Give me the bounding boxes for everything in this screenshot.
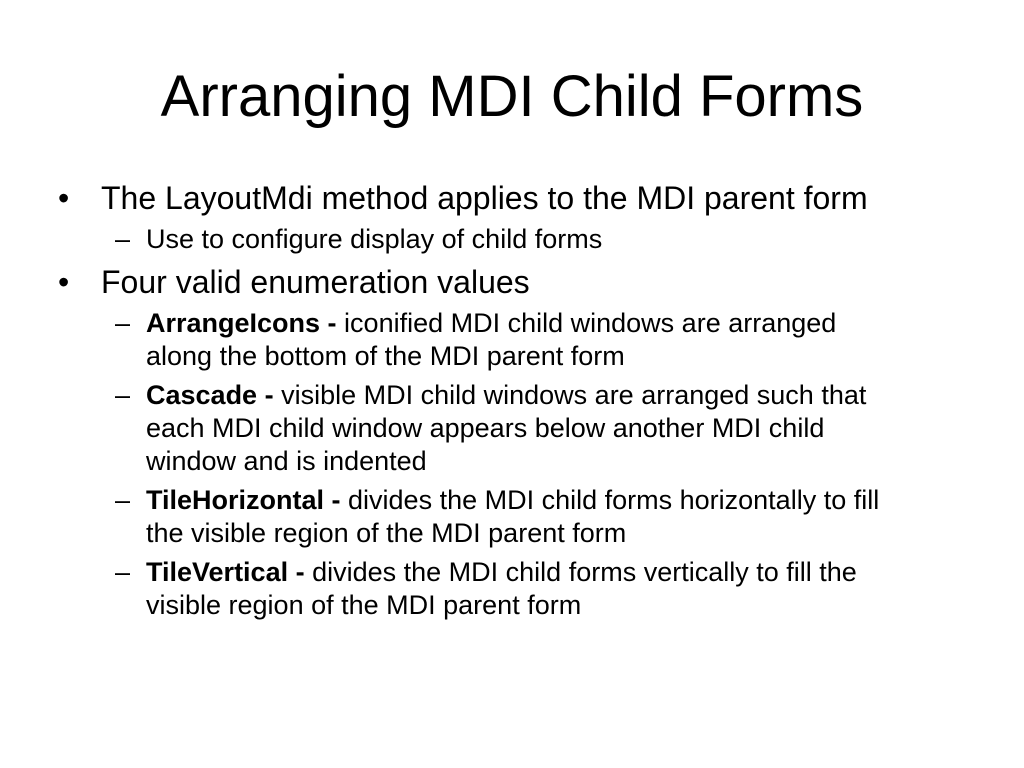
sub-bullet-cascade — [115, 379, 888, 478]
bullet-icon: • — [58, 180, 70, 216]
dash-icon: – — [115, 485, 131, 515]
enum-term: TileHorizontal - — [146, 485, 341, 515]
enum-term: Cascade - — [146, 380, 274, 410]
slide-content — [58, 180, 958, 628]
enum-term: ArrangeIcons - — [146, 308, 337, 338]
enum-description: visible MDI child windows are arranged such that each MDI child window appears below another MDI child window and is indented — [146, 380, 867, 476]
enum-term: TileVertical - — [146, 557, 305, 587]
bullet-text: The LayoutMdi method applies to the MDI parent form — [101, 180, 868, 216]
sub-bullet-configure-display — [115, 223, 888, 256]
bullet-text: Four valid enumeration values — [101, 264, 530, 300]
bullet-icon: • — [58, 264, 70, 300]
enum-description: divides the MDI child forms horizontally to fill the visible region of the MDI parent form — [146, 485, 880, 548]
dash-icon: – — [115, 224, 131, 254]
enum-description: iconified MDI child windows are arranged along the bottom of the MDI parent form — [146, 308, 837, 371]
sub-bullet-tilehorizontal — [115, 484, 888, 550]
bullet-enumeration-values — [58, 264, 958, 301]
enum-description: divides the MDI child forms vertically to fill the visible region of the MDI parent form — [146, 557, 857, 620]
dash-icon: – — [115, 380, 131, 410]
sub-bullet-text: Use to configure display of child forms — [146, 224, 603, 254]
bullet-layoutmdi — [58, 180, 958, 217]
sub-bullet-tilevertical — [115, 556, 888, 622]
dash-icon: – — [115, 557, 131, 587]
sub-bullet-arrangeicons — [115, 307, 888, 373]
slide-title: Arranging MDI Child Forms — [160, 64, 864, 129]
dash-icon: – — [115, 308, 131, 338]
